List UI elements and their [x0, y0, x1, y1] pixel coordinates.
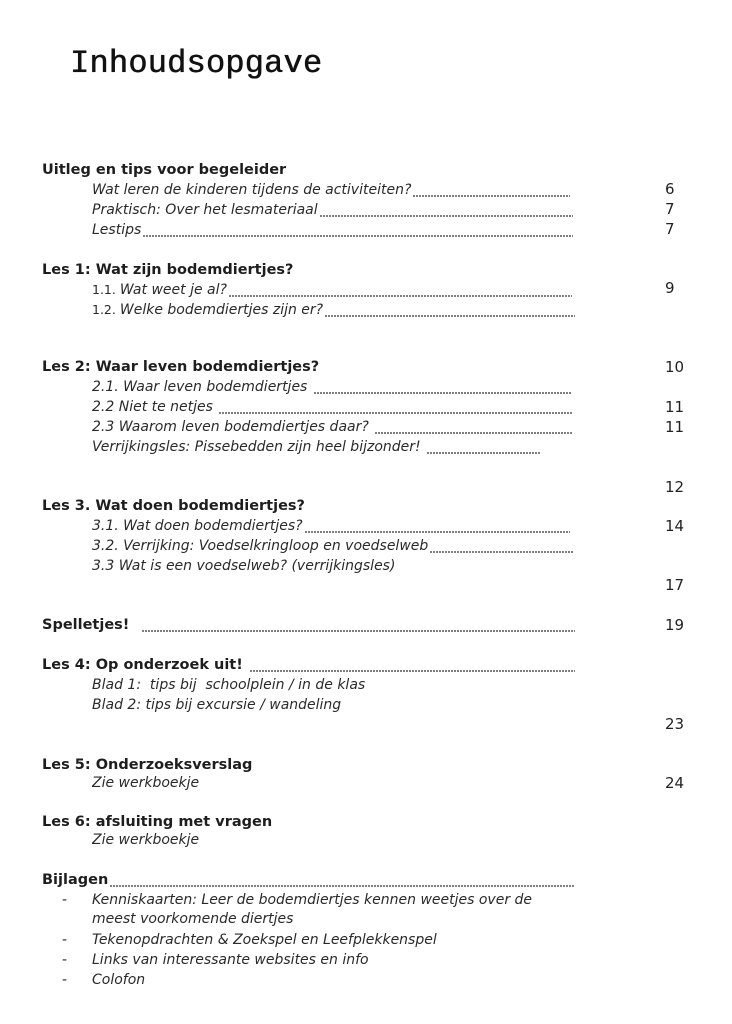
- toc-entry: 3.3 Wat is een voedselweb? (verrijkingsles): [92, 558, 396, 574]
- toc-entry: [92, 180, 570, 200]
- page-number: 9: [665, 279, 675, 297]
- dot-leader: [325, 300, 575, 320]
- toc-entry: Blad 1: tips bij schoolplein / in de klas: [92, 677, 366, 693]
- section-heading: [42, 615, 575, 635]
- page-number: 7: [665, 200, 675, 218]
- dot-leader: [110, 870, 575, 890]
- section-heading-text: Spelletjes!: [42, 617, 140, 633]
- toc-entry-text: 2.2 Niet te netjes: [92, 399, 218, 415]
- toc-entry: [92, 417, 572, 437]
- toc-entry: [92, 200, 573, 220]
- page-number: 12: [665, 478, 685, 496]
- section-heading-text: Les 4: Op onderzoek uit!: [42, 657, 248, 673]
- list-bullet: -: [62, 932, 68, 948]
- dot-leader: [229, 280, 572, 300]
- page-number: 23: [665, 715, 685, 733]
- toc-entry: [92, 397, 572, 417]
- section-heading-text: Bijlagen: [42, 872, 109, 888]
- dot-leader: [142, 615, 575, 635]
- section-heading: [42, 655, 575, 675]
- list-bullet: -: [62, 892, 68, 908]
- section-heading: Les 5: Onderzoeksverslag: [42, 757, 253, 773]
- page-number: 11: [665, 398, 685, 416]
- toc-entry: [92, 437, 541, 457]
- toc-entry: [92, 280, 572, 300]
- dot-leader: [320, 200, 573, 220]
- toc-entry: Blad 2: tips bij excursie / wandeling: [92, 697, 342, 713]
- toc-entry-text: 2.3 Waarom leven bodemdiertjes daar?: [92, 419, 374, 435]
- toc-entry: [92, 300, 575, 320]
- page-number: 17: [665, 576, 685, 594]
- page-number: 11: [665, 418, 685, 436]
- list-item: Tekenopdrachten & Zoekspel en Leefplekkenspel: [92, 932, 437, 948]
- page-number: 6: [665, 180, 675, 198]
- toc-entry-number: 1.2.: [92, 302, 116, 317]
- page-number: 7: [665, 220, 675, 238]
- toc-entry-text: 2.1. Waar leven bodemdiertjes: [92, 379, 312, 395]
- toc-entry-text: 3.1. Wat doen bodemdiertjes?: [92, 518, 303, 534]
- page-number: 24: [665, 774, 685, 792]
- toc-entry-text: Praktisch: Over het lesmateriaal: [92, 202, 318, 218]
- toc-entry: Zie werkboekje: [92, 832, 200, 848]
- dot-leader: [375, 417, 572, 437]
- dot-leader: [314, 377, 572, 397]
- list-bullet: -: [62, 972, 68, 988]
- page-number: 14: [665, 517, 685, 535]
- dot-leader: [143, 220, 573, 240]
- dot-leader: [305, 516, 570, 536]
- toc-entry: [92, 377, 572, 397]
- toc-entry-text: Wat weet je al?: [119, 282, 227, 298]
- toc-entry-text: 3.2. Verrijking: Voedselkringloop en voedselweb: [92, 538, 429, 554]
- list-item: Colofon: [92, 972, 146, 988]
- dot-leader: [413, 180, 570, 200]
- section-heading: Les 6: afsluiting met vragen: [42, 814, 273, 830]
- toc-entry-text: Lestips: [92, 222, 142, 238]
- toc-entry: Zie werkboekje: [92, 775, 200, 791]
- page-number: 10: [665, 358, 685, 376]
- list-item-continuation: meest voorkomende diertjes: [92, 911, 294, 927]
- page-title: Inhoudsopgave: [70, 45, 323, 82]
- section-heading: Les 3. Wat doen bodemdiertjes?: [42, 498, 305, 514]
- list-bullet: -: [62, 952, 68, 968]
- list-item: Links van interessante websites en info: [92, 952, 369, 968]
- section-heading: Uitleg en tips voor begeleider: [42, 162, 287, 178]
- dot-leader: [430, 536, 574, 556]
- toc-entry: [92, 536, 574, 556]
- toc-entry-text: Verrijkingsles: Pissebedden zijn heel bijzonder!: [92, 439, 426, 455]
- section-heading: Les 1: Wat zijn bodemdiertjes?: [42, 262, 294, 278]
- toc-entry-number: 1.1.: [92, 282, 116, 297]
- section-heading: Les 2: Waar leven bodemdiertjes?: [42, 359, 320, 375]
- page-number: 19: [665, 616, 685, 634]
- dot-leader: [219, 397, 572, 417]
- toc-entry-text: Wat leren de kinderen tijdens de activiteiten?: [92, 182, 412, 198]
- list-item: Kenniskaarten: Leer de bodemdiertjes kennen weetjes over de: [92, 892, 533, 908]
- toc-entry: [92, 516, 570, 536]
- toc-entry-text: Welke bodemdiertjes zijn er?: [119, 302, 324, 318]
- section-heading: [42, 870, 575, 890]
- toc-entry: [92, 220, 573, 240]
- dot-leader: [427, 437, 541, 457]
- dot-leader: [250, 655, 575, 675]
